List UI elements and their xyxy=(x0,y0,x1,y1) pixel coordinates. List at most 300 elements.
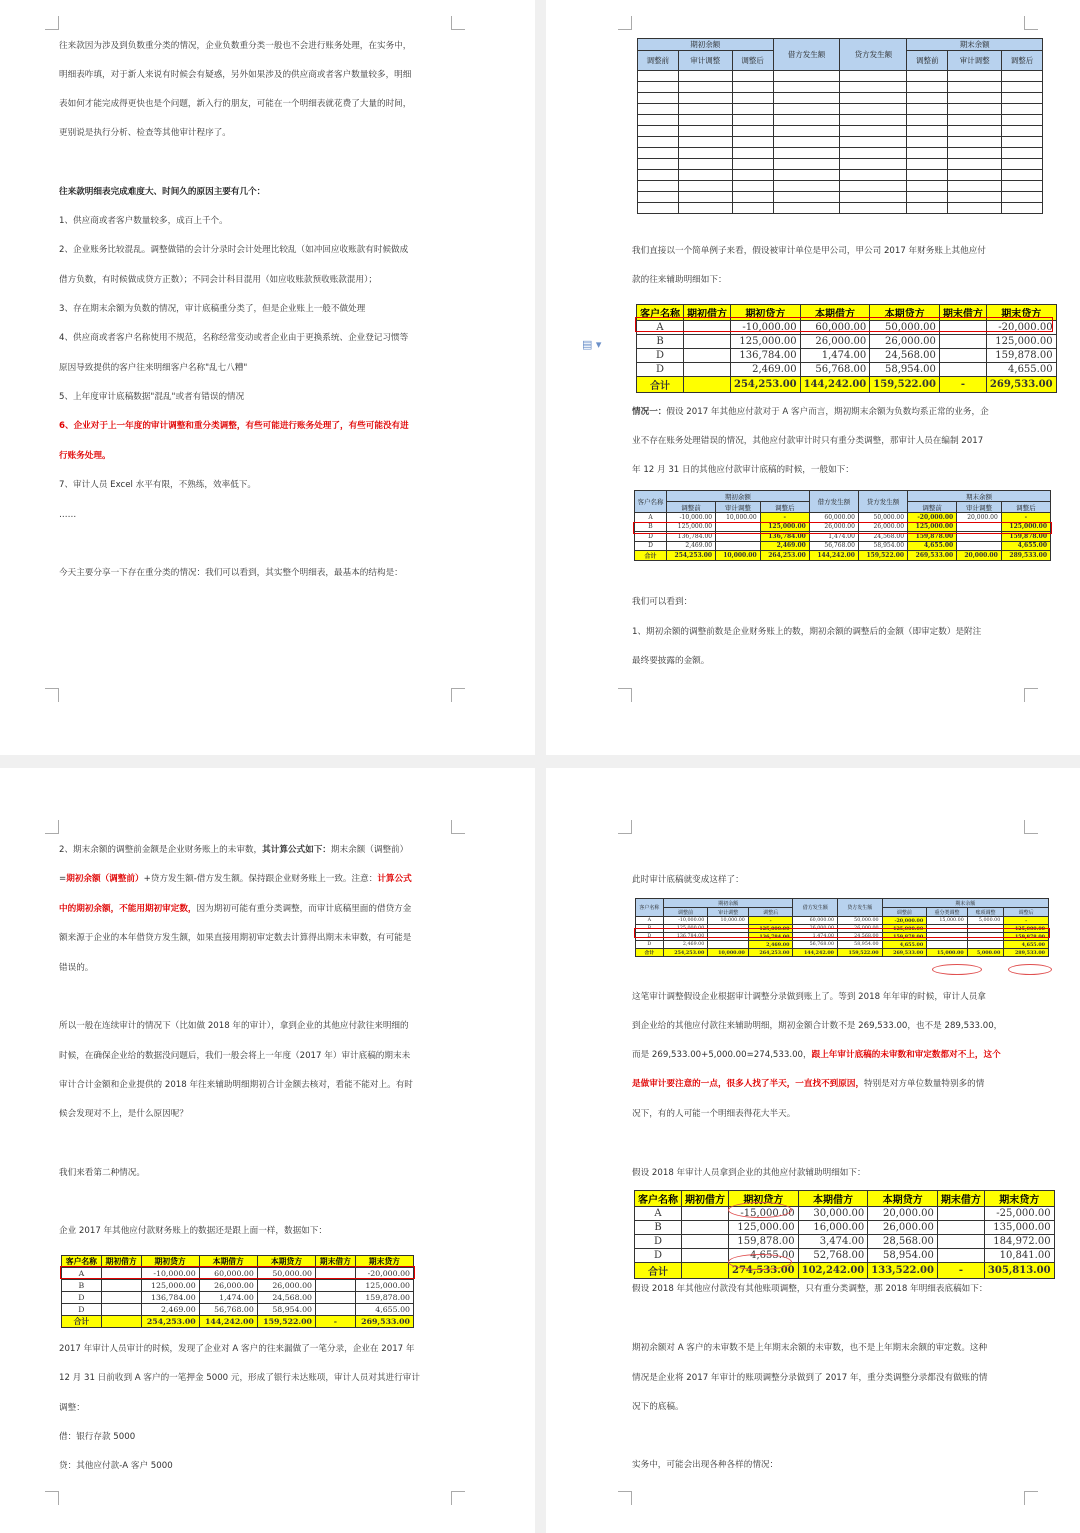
paragraph-line: 此时审计底稿就变成这样了： xyxy=(632,875,744,885)
table-cell: 20,000.00 xyxy=(957,551,1002,561)
table-row xyxy=(638,82,1043,93)
table-cell xyxy=(638,82,679,93)
table-row xyxy=(635,532,1051,542)
table-cell: 125,000.00 xyxy=(666,522,715,532)
table-cell xyxy=(316,1292,356,1304)
table-cell: 30,000.00 xyxy=(798,1207,868,1221)
paragraph-line: 1、期初余额的调整前数是企业财务账上的数，期初余额的调整后的金额（即审定数）是附注 xyxy=(632,627,982,637)
table-cell xyxy=(927,925,968,933)
table-cell: - xyxy=(748,917,793,925)
document-icon[interactable]: ▤ ▾ xyxy=(582,338,602,351)
header-sub: 调整后 xyxy=(732,51,773,71)
table-cell xyxy=(678,71,732,82)
table-row xyxy=(635,513,1051,523)
total-row xyxy=(635,1263,1055,1279)
table-cell xyxy=(682,1221,729,1235)
table-cell: - xyxy=(316,1316,356,1328)
table-cell xyxy=(708,941,749,949)
table-cell: D xyxy=(636,933,664,941)
paragraph-line: 情况一：假设 2017 年其他应付款对于 A 客户而言，期初期末余额为负数均系正常的业务，企 xyxy=(632,407,989,417)
table-cell xyxy=(101,1304,141,1316)
table-cell: 264,253.00 xyxy=(760,551,809,561)
table-cell: 159,878.00 xyxy=(729,1235,799,1249)
table-cell: 15,000.00 xyxy=(927,917,968,925)
table-cell: 254,253.00 xyxy=(731,377,801,393)
table-cell xyxy=(948,126,1002,137)
table-cell: 159,522.00 xyxy=(858,551,907,561)
table-cell xyxy=(927,941,968,949)
table-cell xyxy=(684,349,731,363)
table-cell: -20,000.00 xyxy=(882,917,927,925)
col-header: 贷方发生额 xyxy=(838,899,883,917)
table-cell xyxy=(948,148,1002,159)
table-cell xyxy=(1002,104,1043,115)
table-cell: 144,242.00 xyxy=(800,377,870,393)
table-cell: 50,000.00 xyxy=(838,917,883,925)
col-header: 客户名称 xyxy=(637,305,684,321)
table-cell xyxy=(1002,93,1043,104)
table-cell: - xyxy=(760,513,809,523)
table-cell: 289,533.00 xyxy=(1004,949,1049,957)
table-cell xyxy=(937,1235,984,1249)
table-cell: 60,000.00 xyxy=(199,1268,257,1280)
table-cell: 合计 xyxy=(62,1316,102,1328)
table-cell: 58,954.00 xyxy=(870,363,940,377)
table-cell: 26,000.00 xyxy=(199,1280,257,1292)
list-item: 1、供应商或者客户数量较多，成百上千个。 xyxy=(59,216,228,226)
table-cell xyxy=(101,1280,141,1292)
table-cell xyxy=(638,148,679,159)
paragraph-line: 我们来看第二种情况。 xyxy=(59,1168,145,1178)
table-row xyxy=(637,349,1057,363)
table-cell xyxy=(732,192,773,203)
col-header: 期初借方 xyxy=(101,1256,141,1268)
paragraph-line: 时候，在确保企业给的数据没问题后，我们一般会将上一年度（2017 年）审计底稿的期末未 xyxy=(59,1051,411,1061)
table-row xyxy=(638,71,1043,82)
table-cell xyxy=(638,170,679,181)
table-cell: 159,878.00 xyxy=(1001,532,1050,542)
table-cell: D xyxy=(635,532,667,542)
table-cell xyxy=(732,181,773,192)
table-cell: 50,000.00 xyxy=(257,1268,315,1280)
table-cell: 269,533.00 xyxy=(355,1316,413,1328)
table-cell: 133,522.00 xyxy=(868,1263,938,1279)
list-item: 3、存在期末余额为负数的情况，审计底稿重分类了，但是企业账上一般不做处理 xyxy=(59,304,366,314)
col-header: 期初贷方 xyxy=(729,1191,799,1207)
working-paper-table xyxy=(635,898,1049,957)
table-cell xyxy=(773,192,840,203)
margin-corner xyxy=(1024,16,1038,30)
table-cell xyxy=(638,93,679,104)
table-cell xyxy=(773,93,840,104)
col-header: 本期借方 xyxy=(199,1256,257,1268)
table-cell: 269,533.00 xyxy=(882,949,927,957)
table-cell xyxy=(678,104,732,115)
table-cell: 125,000.00 xyxy=(748,925,793,933)
table-cell: D xyxy=(635,541,667,551)
table-cell: 125,000.00 xyxy=(1001,522,1050,532)
table-cell: 58,954.00 xyxy=(858,541,907,551)
table-cell xyxy=(957,532,1002,542)
ledger-table xyxy=(634,1190,1055,1279)
table-cell: 合计 xyxy=(635,551,667,561)
paragraph-line: 我们可以看到： xyxy=(632,597,693,607)
table-cell: - xyxy=(937,1263,984,1279)
journal-credit: 贷：其他应付款-A 客户 5000 xyxy=(59,1461,173,1471)
table-cell xyxy=(101,1292,141,1304)
paragraph-line: 调整： xyxy=(59,1403,85,1413)
table-cell: 159,522.00 xyxy=(838,949,883,957)
table-cell: B xyxy=(62,1280,102,1292)
table-row xyxy=(638,93,1043,104)
table-cell xyxy=(316,1304,356,1316)
annotation-circle xyxy=(932,964,982,975)
table-cell xyxy=(948,93,1002,104)
margin-corner xyxy=(45,1491,59,1505)
table-cell xyxy=(638,137,679,148)
table-cell xyxy=(948,82,1002,93)
table-cell xyxy=(1002,115,1043,126)
table-cell xyxy=(678,115,732,126)
paragraph-line: 我们直接以一个简单例子来看，假设被审计单位是甲公司，甲公司 2017 年财务账上其他应付 xyxy=(632,246,986,256)
list-item-highlight: 6、企业对于上一年度的审计调整和重分类调整，有些可能进行账务处理了，有些可能没有进 xyxy=(59,421,409,431)
table-cell xyxy=(708,925,749,933)
paragraph-line: 况下，有的人可能一个明细表得花大半天。 xyxy=(632,1109,796,1119)
table-cell: 2,469.00 xyxy=(666,541,715,551)
table-cell xyxy=(638,192,679,203)
paragraph-line: 况下的底稿。 xyxy=(632,1402,684,1412)
table-cell xyxy=(1002,170,1043,181)
table-cell xyxy=(732,148,773,159)
table-cell: 26,000.00 xyxy=(809,522,858,532)
table-cell: 4,655.00 xyxy=(355,1304,413,1316)
table-cell: 144,242.00 xyxy=(793,949,838,957)
col-header: 期末借方 xyxy=(937,1191,984,1207)
table-cell: 24,568.00 xyxy=(870,349,940,363)
col-header: 期初贷方 xyxy=(141,1256,199,1268)
header-sub: 审计调整 xyxy=(948,51,1002,71)
table-cell: 1,474.00 xyxy=(793,933,838,941)
table-cell: 2,469.00 xyxy=(760,541,809,551)
table-cell: 15,000.00 xyxy=(927,949,968,957)
table-row xyxy=(636,941,1049,949)
margin-corner xyxy=(451,688,465,702)
table-cell: 1,474.00 xyxy=(809,532,858,542)
table-row xyxy=(638,192,1043,203)
table-cell xyxy=(678,148,732,159)
table-cell xyxy=(678,203,732,214)
table-cell xyxy=(732,203,773,214)
table-cell: 159,522.00 xyxy=(257,1316,315,1328)
table-cell: 56,768.00 xyxy=(793,941,838,949)
table-cell: 136,784.00 xyxy=(748,933,793,941)
margin-corner xyxy=(451,820,465,834)
table-cell: B xyxy=(635,1221,682,1235)
table-cell xyxy=(638,71,679,82)
margin-corner xyxy=(618,1491,632,1505)
table-cell xyxy=(682,1207,729,1221)
col-header: 期末贷方 xyxy=(986,305,1056,321)
margin-corner xyxy=(1024,1491,1038,1505)
list-item: 原因导致提供的客户往来明细客户名称"乱七八糟" xyxy=(59,363,248,373)
table-cell: 60,000.00 xyxy=(793,917,838,925)
table-cell xyxy=(678,82,732,93)
table-cell: D xyxy=(636,941,664,949)
table-cell xyxy=(638,181,679,192)
table-cell xyxy=(732,115,773,126)
paragraph-line: 中的期初余额，不能用期初审定数，因为期初可能有重分类调整，而审计底稿里面的借贷方金 xyxy=(59,904,412,914)
table-cell: 254,253.00 xyxy=(663,949,708,957)
col-header: 调整前 xyxy=(882,908,927,917)
total-row xyxy=(637,377,1057,393)
table-cell xyxy=(773,137,840,148)
list-item: 4、供应商或者客户名称使用不规范，名称经常变动或者企业由于更换系统、企业登记习惯等 xyxy=(59,333,409,343)
table-cell: 26,000.00 xyxy=(257,1280,315,1292)
margin-corner xyxy=(618,16,632,30)
header-sub: 调整前 xyxy=(638,51,679,71)
table-cell xyxy=(678,181,732,192)
table-cell: 56,768.00 xyxy=(809,541,858,551)
table-cell xyxy=(773,104,840,115)
table-cell xyxy=(682,1235,729,1249)
table-cell xyxy=(773,170,840,181)
table-cell: 136,784.00 xyxy=(760,532,809,542)
table-cell: 264,253.00 xyxy=(748,949,793,957)
table-cell: -25,000.00 xyxy=(984,1207,1054,1221)
table-cell xyxy=(732,159,773,170)
table-cell xyxy=(907,93,948,104)
margin-corner xyxy=(618,820,632,834)
table-cell: A xyxy=(636,917,664,925)
col-header: 本期借方 xyxy=(798,1191,868,1207)
table-cell: 125,000.00 xyxy=(729,1221,799,1235)
col-header: 本期贷方 xyxy=(870,305,940,321)
table-cell xyxy=(773,71,840,82)
table-cell xyxy=(1002,159,1043,170)
template-table xyxy=(637,38,1043,214)
total-row xyxy=(62,1316,414,1328)
list-item: 借方负数，有时候做成贷方正数）；不同会计科目混用（如应收账款预收账款混用）； xyxy=(59,275,377,285)
table-cell xyxy=(316,1268,356,1280)
table-row xyxy=(638,203,1043,214)
col-header: 审计调整 xyxy=(957,502,1002,513)
table-cell xyxy=(684,377,731,393)
table-cell xyxy=(840,104,907,115)
paragraph-line: 2017 年审计人员审计的时候，发现了企业对 A 客户的往来漏做了一笔分录，企业在 2017 年 xyxy=(59,1344,415,1354)
table-cell: 125,000.00 xyxy=(1004,925,1049,933)
table-cell xyxy=(732,170,773,181)
paragraph-line: 错误的。 xyxy=(59,963,94,973)
paragraph-line: 往来款因为涉及到负数重分类的情况，企业负数重分类一般也不会进行账务处理，在实务中， xyxy=(59,41,412,51)
table-cell: 58,954.00 xyxy=(257,1304,315,1316)
table-row xyxy=(635,1249,1055,1263)
table-cell xyxy=(684,335,731,349)
table-cell: 254,253.00 xyxy=(141,1316,199,1328)
table-cell: 56,768.00 xyxy=(800,363,870,377)
table-cell: 2,469.00 xyxy=(748,941,793,949)
table-cell xyxy=(1002,137,1043,148)
paragraph-line: 年 12 月 31 日的其他应付款审计底稿的时候，一般如下： xyxy=(632,465,854,475)
table-cell xyxy=(773,126,840,137)
table-cell xyxy=(732,126,773,137)
table-cell xyxy=(967,941,1004,949)
table-cell: D xyxy=(635,1235,682,1249)
table-cell: 159,878.00 xyxy=(986,349,1056,363)
journal-debit: 借：银行存款 5000 xyxy=(59,1432,136,1442)
table-cell xyxy=(678,170,732,181)
table-cell: 24,568.00 xyxy=(257,1292,315,1304)
paragraph-line: 额来源于企业的本年借贷方发生额，如果直接用期初审定数去计算得出期末未审数，有可能是 xyxy=(59,933,412,943)
table-cell: 269,533.00 xyxy=(908,551,957,561)
table-cell: 24,568.00 xyxy=(838,933,883,941)
list-item: 5、上年度审计底稿数据"混乱"或者有错误的情况 xyxy=(59,392,245,402)
paragraph-line: 审计合计金额和企业提供的 2018 年往来辅助明细期初合计金额去核对，看能不能对上。有时 xyxy=(59,1080,413,1090)
table-cell xyxy=(907,192,948,203)
table-cell xyxy=(716,532,761,542)
table-cell xyxy=(939,363,986,377)
col-header: 调整后 xyxy=(1001,502,1050,513)
table-cell xyxy=(678,192,732,203)
paragraph-line: 业不存在账务处理错误的情况，其他应付款审计时只有重分类调整，那审计人员在编制 2017 xyxy=(632,436,984,446)
col-header: 调整后 xyxy=(760,502,809,513)
table-cell xyxy=(840,181,907,192)
table-cell xyxy=(948,71,1002,82)
table-row xyxy=(638,126,1043,137)
table-cell: 5,000.00 xyxy=(967,949,1004,957)
table-cell xyxy=(682,1263,729,1279)
total-row xyxy=(635,551,1051,561)
list-item-highlight: 行账务处理。 xyxy=(59,451,111,461)
table-cell xyxy=(948,192,1002,203)
table-cell xyxy=(907,115,948,126)
col-header: 借方发生额 xyxy=(809,491,858,513)
table-cell xyxy=(937,1249,984,1263)
header-sub: 调整前 xyxy=(907,51,948,71)
table-cell xyxy=(907,126,948,137)
header-debit: 借方发生额 xyxy=(773,39,840,71)
table-cell: -10,000.00 xyxy=(666,513,715,523)
table-cell: 4,655.00 xyxy=(882,941,927,949)
table-cell: 26,000.00 xyxy=(838,925,883,933)
table-cell xyxy=(948,137,1002,148)
table-cell: A xyxy=(635,513,667,523)
table-cell: D xyxy=(635,1249,682,1263)
table-cell xyxy=(840,93,907,104)
document-page-1 xyxy=(0,0,535,755)
header-opening: 期初余额 xyxy=(638,39,774,51)
table-cell: 144,242.00 xyxy=(199,1316,257,1328)
table-cell: 125,000.00 xyxy=(760,522,809,532)
paragraph-line: 今天主要分享一下存在重分类的情况：我们可以看到，其实整个明细表，最基本的结构是： xyxy=(59,568,403,578)
table-cell xyxy=(840,170,907,181)
table-cell: 125,000.00 xyxy=(986,335,1056,349)
table-cell: 102,242.00 xyxy=(798,1263,868,1279)
table-cell xyxy=(1002,126,1043,137)
paragraph-line: 明细表咋填，对于新人来说有时候会有疑惑，另外如果涉及的供应商或者客户数量较多，明细 xyxy=(59,70,412,80)
table-cell: A xyxy=(637,321,684,335)
table-cell xyxy=(678,93,732,104)
table-row xyxy=(636,917,1049,925)
table-cell xyxy=(948,181,1002,192)
table-cell: 10,000.00 xyxy=(716,551,761,561)
table-cell: 26,000.00 xyxy=(800,335,870,349)
table-cell xyxy=(957,522,1002,532)
table-cell: D xyxy=(62,1304,102,1316)
table-cell xyxy=(101,1316,141,1328)
paragraph-line: 所以一般在连续审计的情况下（比如做 2018 年的审计），拿到企业的其他应付款往来明细的 xyxy=(59,1021,409,1031)
paragraph-line: 12 月 31 日前收到 A 客户的一笔押金 5000 元，形成了银行未达账项，审计人员对其进行审计 xyxy=(59,1373,420,1383)
col-header: 调整前 xyxy=(666,502,715,513)
table-cell: -10,000.00 xyxy=(663,917,708,925)
table-row xyxy=(635,522,1051,532)
margin-corner xyxy=(451,16,465,30)
table-cell xyxy=(948,159,1002,170)
table-cell: - xyxy=(939,377,986,393)
table-cell: 合计 xyxy=(637,377,684,393)
table-cell xyxy=(840,71,907,82)
table-row xyxy=(635,1221,1055,1235)
table-cell: 合计 xyxy=(636,949,664,957)
table-cell: -20,000.00 xyxy=(355,1268,413,1280)
col-header: 期初余额 xyxy=(663,899,793,908)
table-cell: 125,000.00 xyxy=(355,1280,413,1292)
table-cell: 10,000.00 xyxy=(708,917,749,925)
table-cell: 125,000.00 xyxy=(663,925,708,933)
working-paper-table xyxy=(634,490,1051,561)
table-cell xyxy=(840,126,907,137)
table-cell: 136,784.00 xyxy=(666,532,715,542)
table-cell: 10,000.00 xyxy=(708,949,749,957)
table-cell: -10,000.00 xyxy=(731,321,801,335)
col-header: 调整前 xyxy=(908,502,957,513)
table-cell xyxy=(957,541,1002,551)
table-row xyxy=(637,321,1057,335)
document-page-3 xyxy=(0,768,535,1533)
table-cell: -20,000.00 xyxy=(908,513,957,523)
table-cell xyxy=(732,71,773,82)
paragraph-line: 实务中，可能会出现各种各样的情况： xyxy=(632,1460,779,1470)
margin-corner xyxy=(618,688,632,702)
table-cell: -10,000.00 xyxy=(141,1268,199,1280)
table-cell: 10,000.00 xyxy=(716,513,761,523)
table-cell xyxy=(732,93,773,104)
table-cell: 1,474.00 xyxy=(199,1292,257,1304)
table-cell: D xyxy=(62,1292,102,1304)
table-row xyxy=(62,1292,414,1304)
header-closing: 期末余额 xyxy=(907,39,1043,51)
margin-corner xyxy=(45,688,59,702)
paragraph-line: 期初余额对 A 客户的未审数不是上年期末余额的未审数，也不是上年期末余额的审定数。这种 xyxy=(632,1343,988,1353)
table-cell xyxy=(937,1207,984,1221)
table-cell xyxy=(927,933,968,941)
table-row xyxy=(636,933,1049,941)
table-cell xyxy=(638,104,679,115)
col-header: 期末余额 xyxy=(908,491,1051,502)
col-header: 期初余额 xyxy=(666,491,809,502)
table-cell: A xyxy=(635,1207,682,1221)
table-cell xyxy=(937,1221,984,1235)
col-header: 调整前 xyxy=(663,908,708,917)
col-header: 客户名称 xyxy=(62,1256,102,1268)
table-row xyxy=(638,115,1043,126)
table-cell: D xyxy=(637,349,684,363)
table-cell xyxy=(907,71,948,82)
paragraph-line: 款的往来辅助明细如下： xyxy=(632,275,727,285)
col-header: 本期贷方 xyxy=(257,1256,315,1268)
table-cell xyxy=(907,137,948,148)
table-row xyxy=(638,104,1043,115)
header-sub: 调整后 xyxy=(1002,51,1043,71)
